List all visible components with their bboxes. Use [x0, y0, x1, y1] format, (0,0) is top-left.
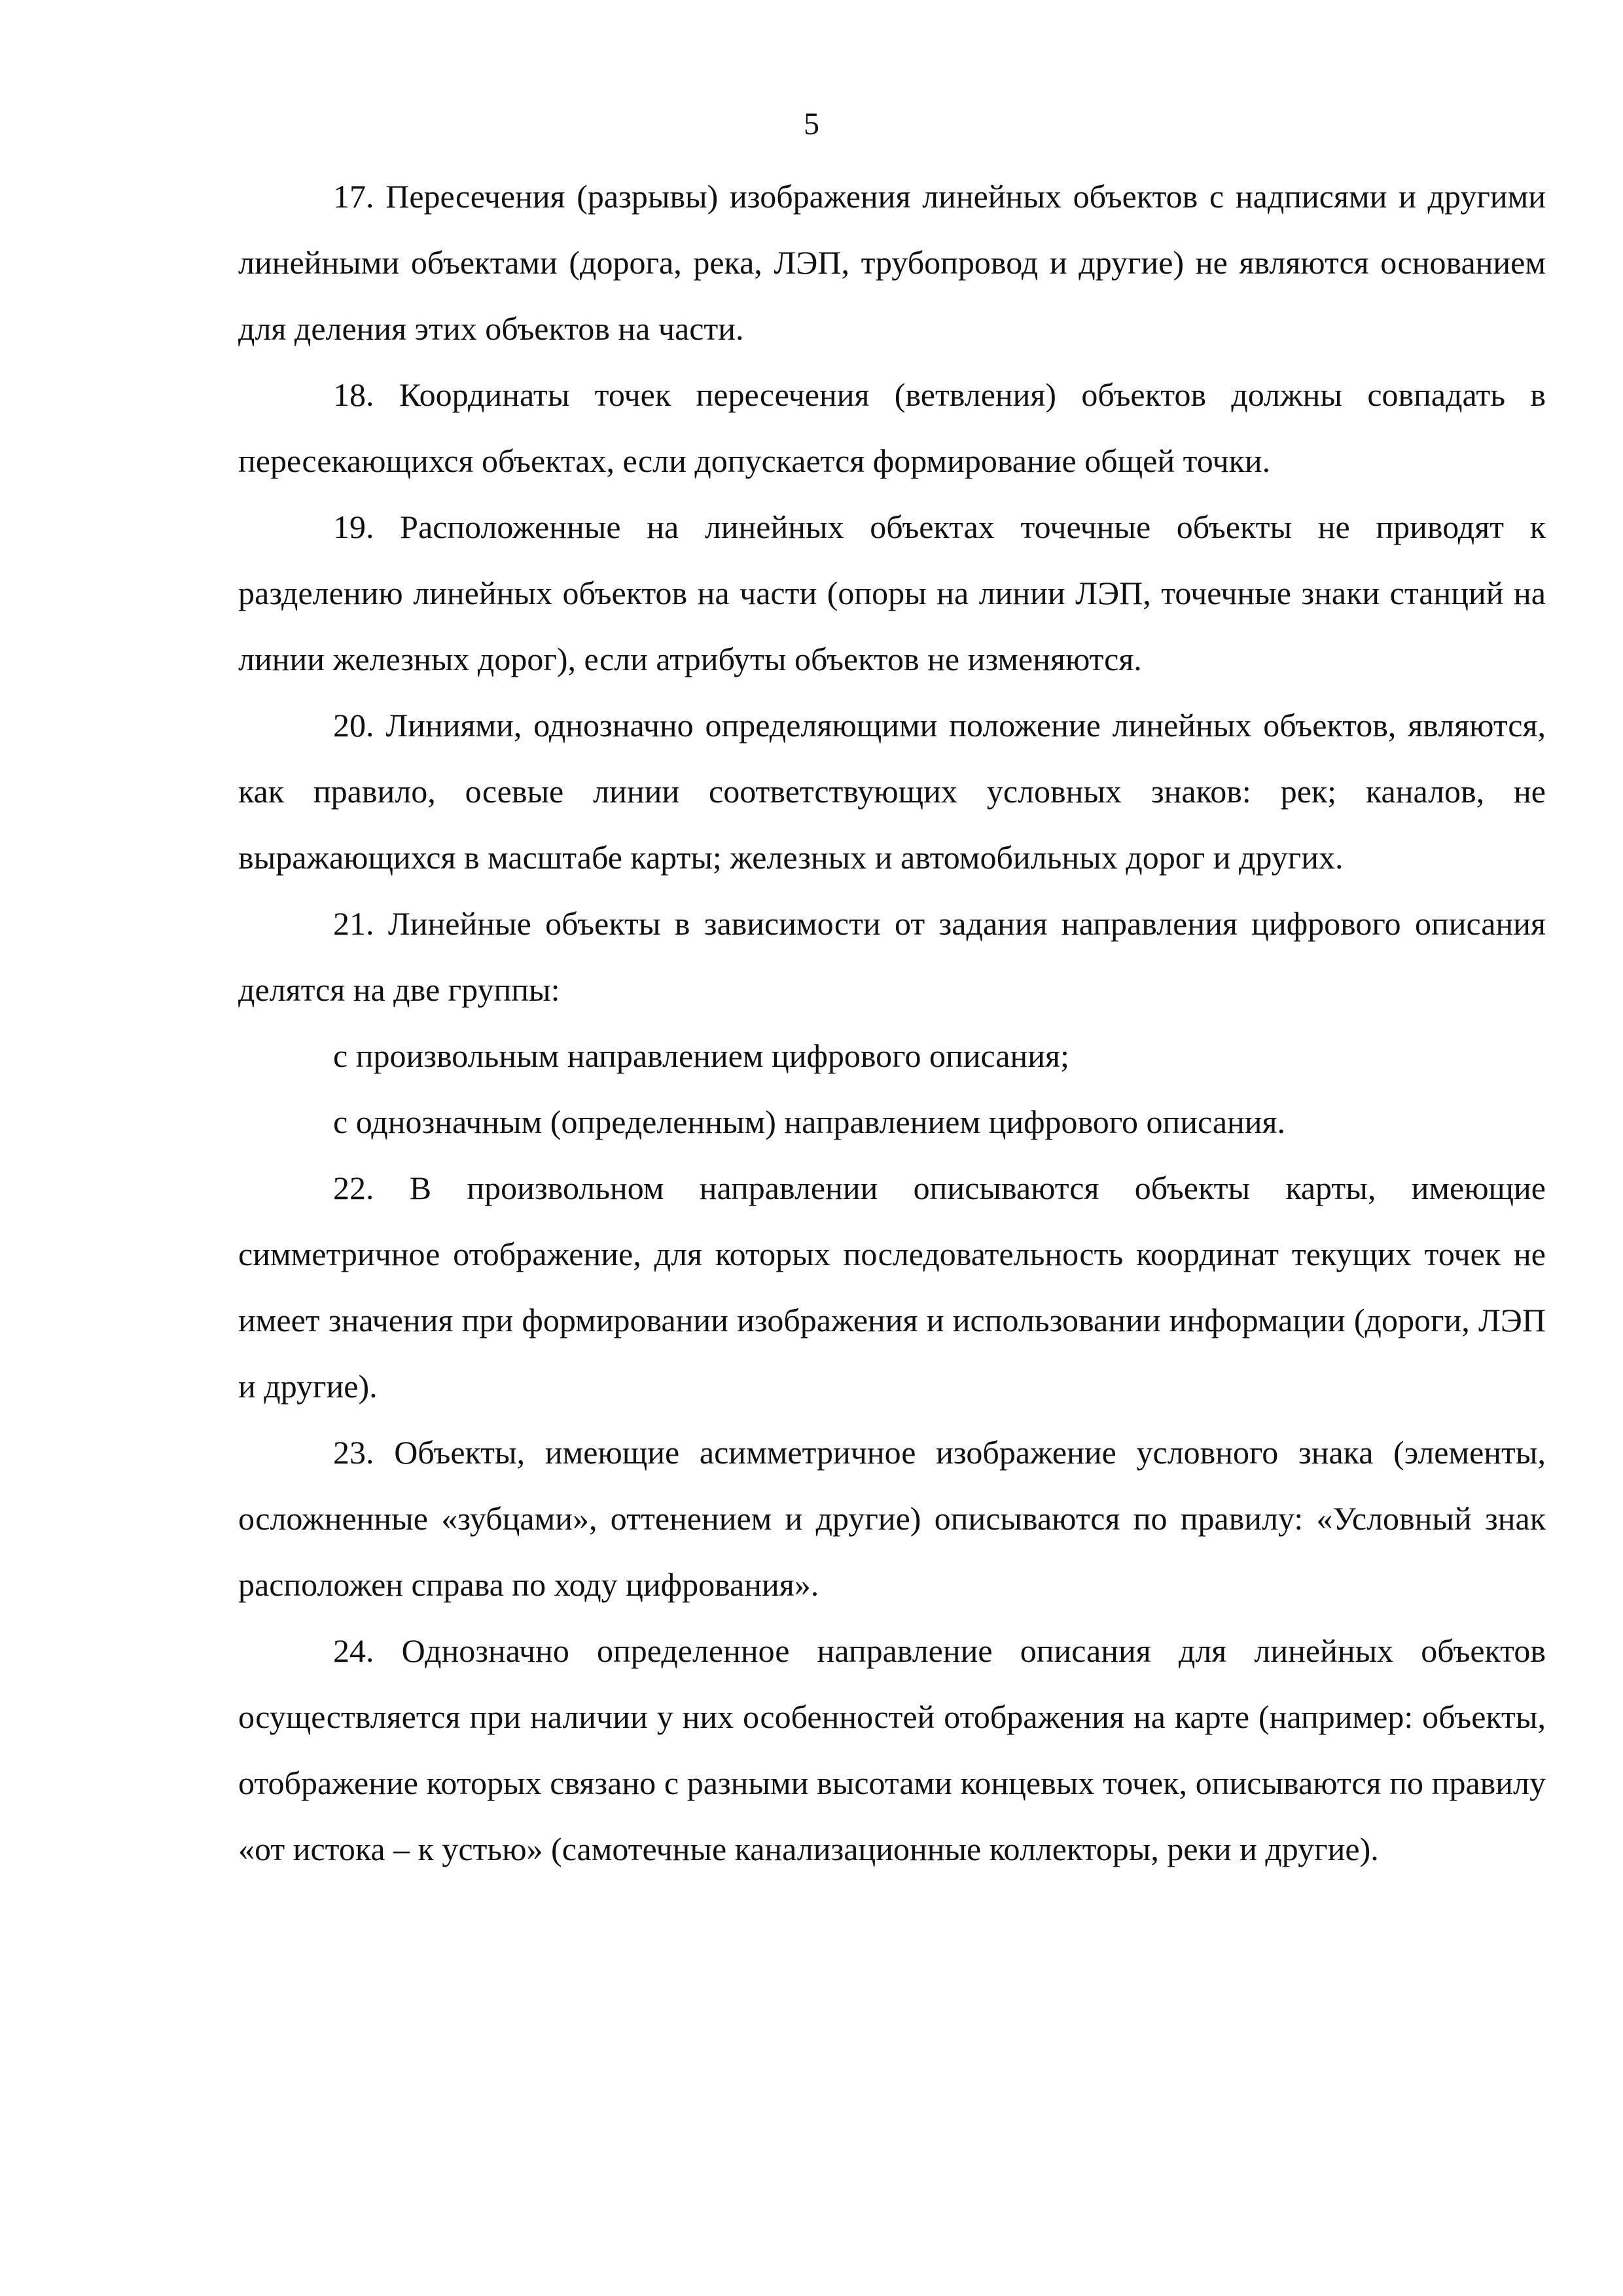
paragraph-22: 22. В произвольном направлении описываются объекты карты, имеющие симметричное отображение, для которых последовательность координат текущих точек не имеет значения при формировании изображения и использовании информации (дороги, ЛЭП и другие). — [238, 1170, 1546, 1405]
paragraph-24: 24. Однозначно определенное направление описания для линейных объектов осуществляется при наличии у них особенностей отображения на карте (например: объекты, отображение которых связано с разными высотами концевых точек, описываются по правилу «от истока – к устью» (самотечные канализационные коллекторы, реки и другие). — [238, 1632, 1546, 1867]
document-body — [238, 164, 1546, 1882]
paragraph-18: 18. Координаты точек пересечения (ветвления) объектов должны совпадать в пересекающихся объектах, если допускается формирование общей точки. — [238, 376, 1546, 479]
page-number: 5 — [804, 107, 819, 141]
paragraph-19: 19. Расположенные на линейных объектах точечные объекты не приводят к разделению линейных объектов на части (опоры на линии ЛЭП, точечные знаки станций на линии железных дорог), если атрибуты объектов не изменяются. — [238, 509, 1546, 677]
paragraph-23: 23. Объекты, имеющие асимметричное изображение условного знака (элементы, осложненные «зубцами», оттенением и другие) описываются по правилу: «Условный знак расположен справа по ходу цифрования». — [238, 1434, 1546, 1603]
list-item-defined-direction: с однозначным (определенным) направлением цифрового описания. — [333, 1103, 1286, 1140]
paragraph-20: 20. Линиями, однозначно определяющими положение линейных объектов, являются, как правило, осевые линии соответствующих условных знаков: рек; каналов, не выражающихся в масштабе карты; железных и автомобильных дорог и других. — [238, 707, 1546, 876]
paragraph-21: 21. Линейные объекты в зависимости от задания направления цифрового описания делятся на две группы: — [238, 905, 1546, 1008]
paragraph-17: 17. Пересечения (разрывы) изображения линейных объектов с надписями и другими линейными объектами (дорога, река, ЛЭП, трубопровод и другие) не являются основанием для деления этих объектов на части. — [238, 178, 1546, 347]
list-item-arbitrary-direction: с произвольным направлением цифрового описания; — [333, 1037, 1069, 1074]
